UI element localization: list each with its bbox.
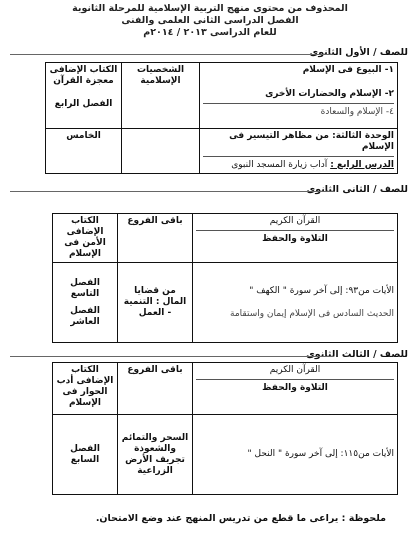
sec1-lesson-label: الدرس الرابع : (330, 160, 394, 170)
section-2-divider (10, 191, 334, 192)
sec2-quran-title: القرآن الكريم (269, 216, 321, 226)
sec1-unit-cell (200, 129, 398, 174)
sec2-book-header: الكتاب الإضافى الأمن فى الإسلام (53, 214, 118, 263)
section-2-label: للصف / الثانى الثانوى (306, 184, 408, 195)
section-3-divider (10, 356, 334, 357)
sec2-chapter-10: الفصل العاشر (70, 305, 100, 327)
section-1-label: للصف / الأول الثانوى (309, 47, 408, 58)
sec3-chapter-7: الفصل السابع (53, 415, 118, 495)
section-3-label: للصف / الثالث الثانوى (306, 349, 408, 360)
header-line-3: للعام الدراسى ٢٠١٣ / ٢٠١٤م (143, 27, 277, 38)
section-2-table (52, 213, 398, 343)
sec3-quran-title: القرآن الكريم (269, 365, 321, 375)
sec2-hadith: الحديث السادس فى الإسلام إيمان واستقامة (230, 308, 394, 319)
sec1-lesson-text: آداب زيارة المسجد النبوى (231, 160, 328, 170)
sec1-headings-cell (200, 63, 398, 129)
sec1-empty-cell (122, 129, 200, 174)
sec1-inner-divider (203, 103, 394, 104)
header-line-1: المحذوف من محتوى منهج التربية الإسلامية للمرحلة الثانوية (72, 3, 348, 14)
sec1-item-a: ١- البيوع فى الإسلام (302, 65, 394, 75)
sec2-quran-divider (196, 230, 394, 231)
section-1-table (45, 62, 398, 174)
sec3-rest-text: السحر والتمائم والشعوذة تجريف الأرض الزراعية (118, 415, 193, 495)
sec2-rest-text: من قضايا المال : التنمية - العمل (118, 263, 193, 343)
sec1-unit-divider (203, 156, 394, 157)
section-1-divider (10, 54, 334, 55)
sec1-item-b: ٢- الإسلام والحضارات الأخرى (265, 89, 394, 99)
sec3-rest-header: باقى الفروع (118, 363, 193, 415)
sec2-verses-cell (193, 263, 398, 343)
sec3-verses: الأيات من١١٥: إلى آخر سورة " النحل " (193, 415, 398, 495)
sec3-tilawa-title: التلاوة والحفظ (262, 383, 328, 393)
sec2-quran-header (193, 214, 398, 263)
sec1-item-c: ٤- الإسلام والسعادة (320, 107, 394, 117)
header-line-2: الفصل الدراسى الثانى العلمى والفنى (121, 15, 299, 26)
sec1-chapter-5: الخامس (46, 129, 122, 174)
sec2-tilawa-title: التلاوة والحفظ (262, 234, 328, 244)
sec1-chapter-4: الفصل الرابع (54, 99, 113, 109)
sec2-chapter-9: الفصل التاسع (70, 277, 100, 299)
document-header (60, 3, 360, 39)
sec1-unit-3: الوحدة الثالثة: من مظاهر التيسير فى الإسلام (229, 131, 394, 152)
sec3-book-header: الكتاب الإضافى أدب الحوار فى الإسلام (53, 363, 118, 415)
sec3-quran-divider (196, 379, 394, 380)
sec2-verses: الأيات من٩٣: إلى آخر سورة " الكهف " (249, 285, 394, 296)
sec2-rest-header: باقى الفروع (118, 214, 193, 263)
section-3-table (52, 362, 398, 495)
sec1-persons-header: الشخصيات الإسلامية (122, 63, 200, 129)
sec1-book-header (46, 63, 122, 129)
sec2-book-chapters (53, 263, 118, 343)
sec3-quran-header (193, 363, 398, 415)
footer-note: ملحوظة : يراعى ما قطع من تدريس المنهج عند وضع الامتحان. (95, 513, 386, 524)
sec1-book-title: الكتاب الإضافى معجزة القرآن (49, 65, 118, 86)
